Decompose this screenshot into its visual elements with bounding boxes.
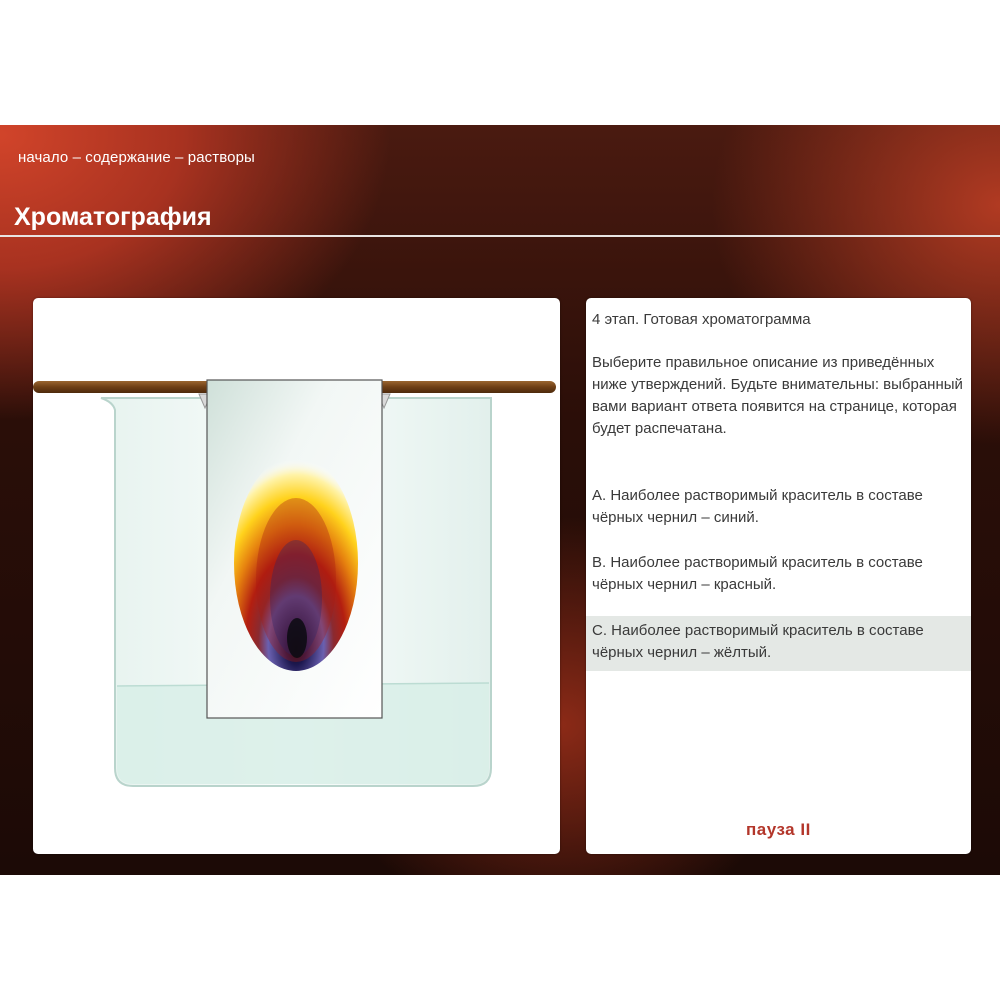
step-title: 4 этап. Готовая хроматограмма (592, 311, 811, 328)
breadcrumb[interactable]: начало – содержание – растворы (18, 149, 255, 166)
answer-option-b[interactable]: B. Наиболее растворимый краситель в составе чёрных чернил – красный. (592, 554, 923, 593)
chromatography-illustration (33, 298, 560, 854)
title-divider (0, 235, 1000, 237)
lesson-stage (0, 125, 1000, 875)
pause-button[interactable]: пауза II (746, 820, 811, 839)
answer-option-c[interactable]: C. Наиболее растворимый краситель в составе чёрных чернил – жёлтый. (586, 616, 971, 671)
question-text: Выберите правильное описание из приведённых ниже утверждений. Будьте внимательны: выбранный вами вариант ответа появится на странице, которая будет распечатана. (592, 354, 963, 437)
ink-spot (234, 455, 358, 671)
question-panel (586, 298, 971, 854)
answer-option-a[interactable]: A. Наиболее растворимый краситель в составе чёрных чернил – синий. (592, 487, 923, 526)
chromatogram-figure (33, 298, 560, 854)
page-title: Хроматография (14, 203, 212, 231)
